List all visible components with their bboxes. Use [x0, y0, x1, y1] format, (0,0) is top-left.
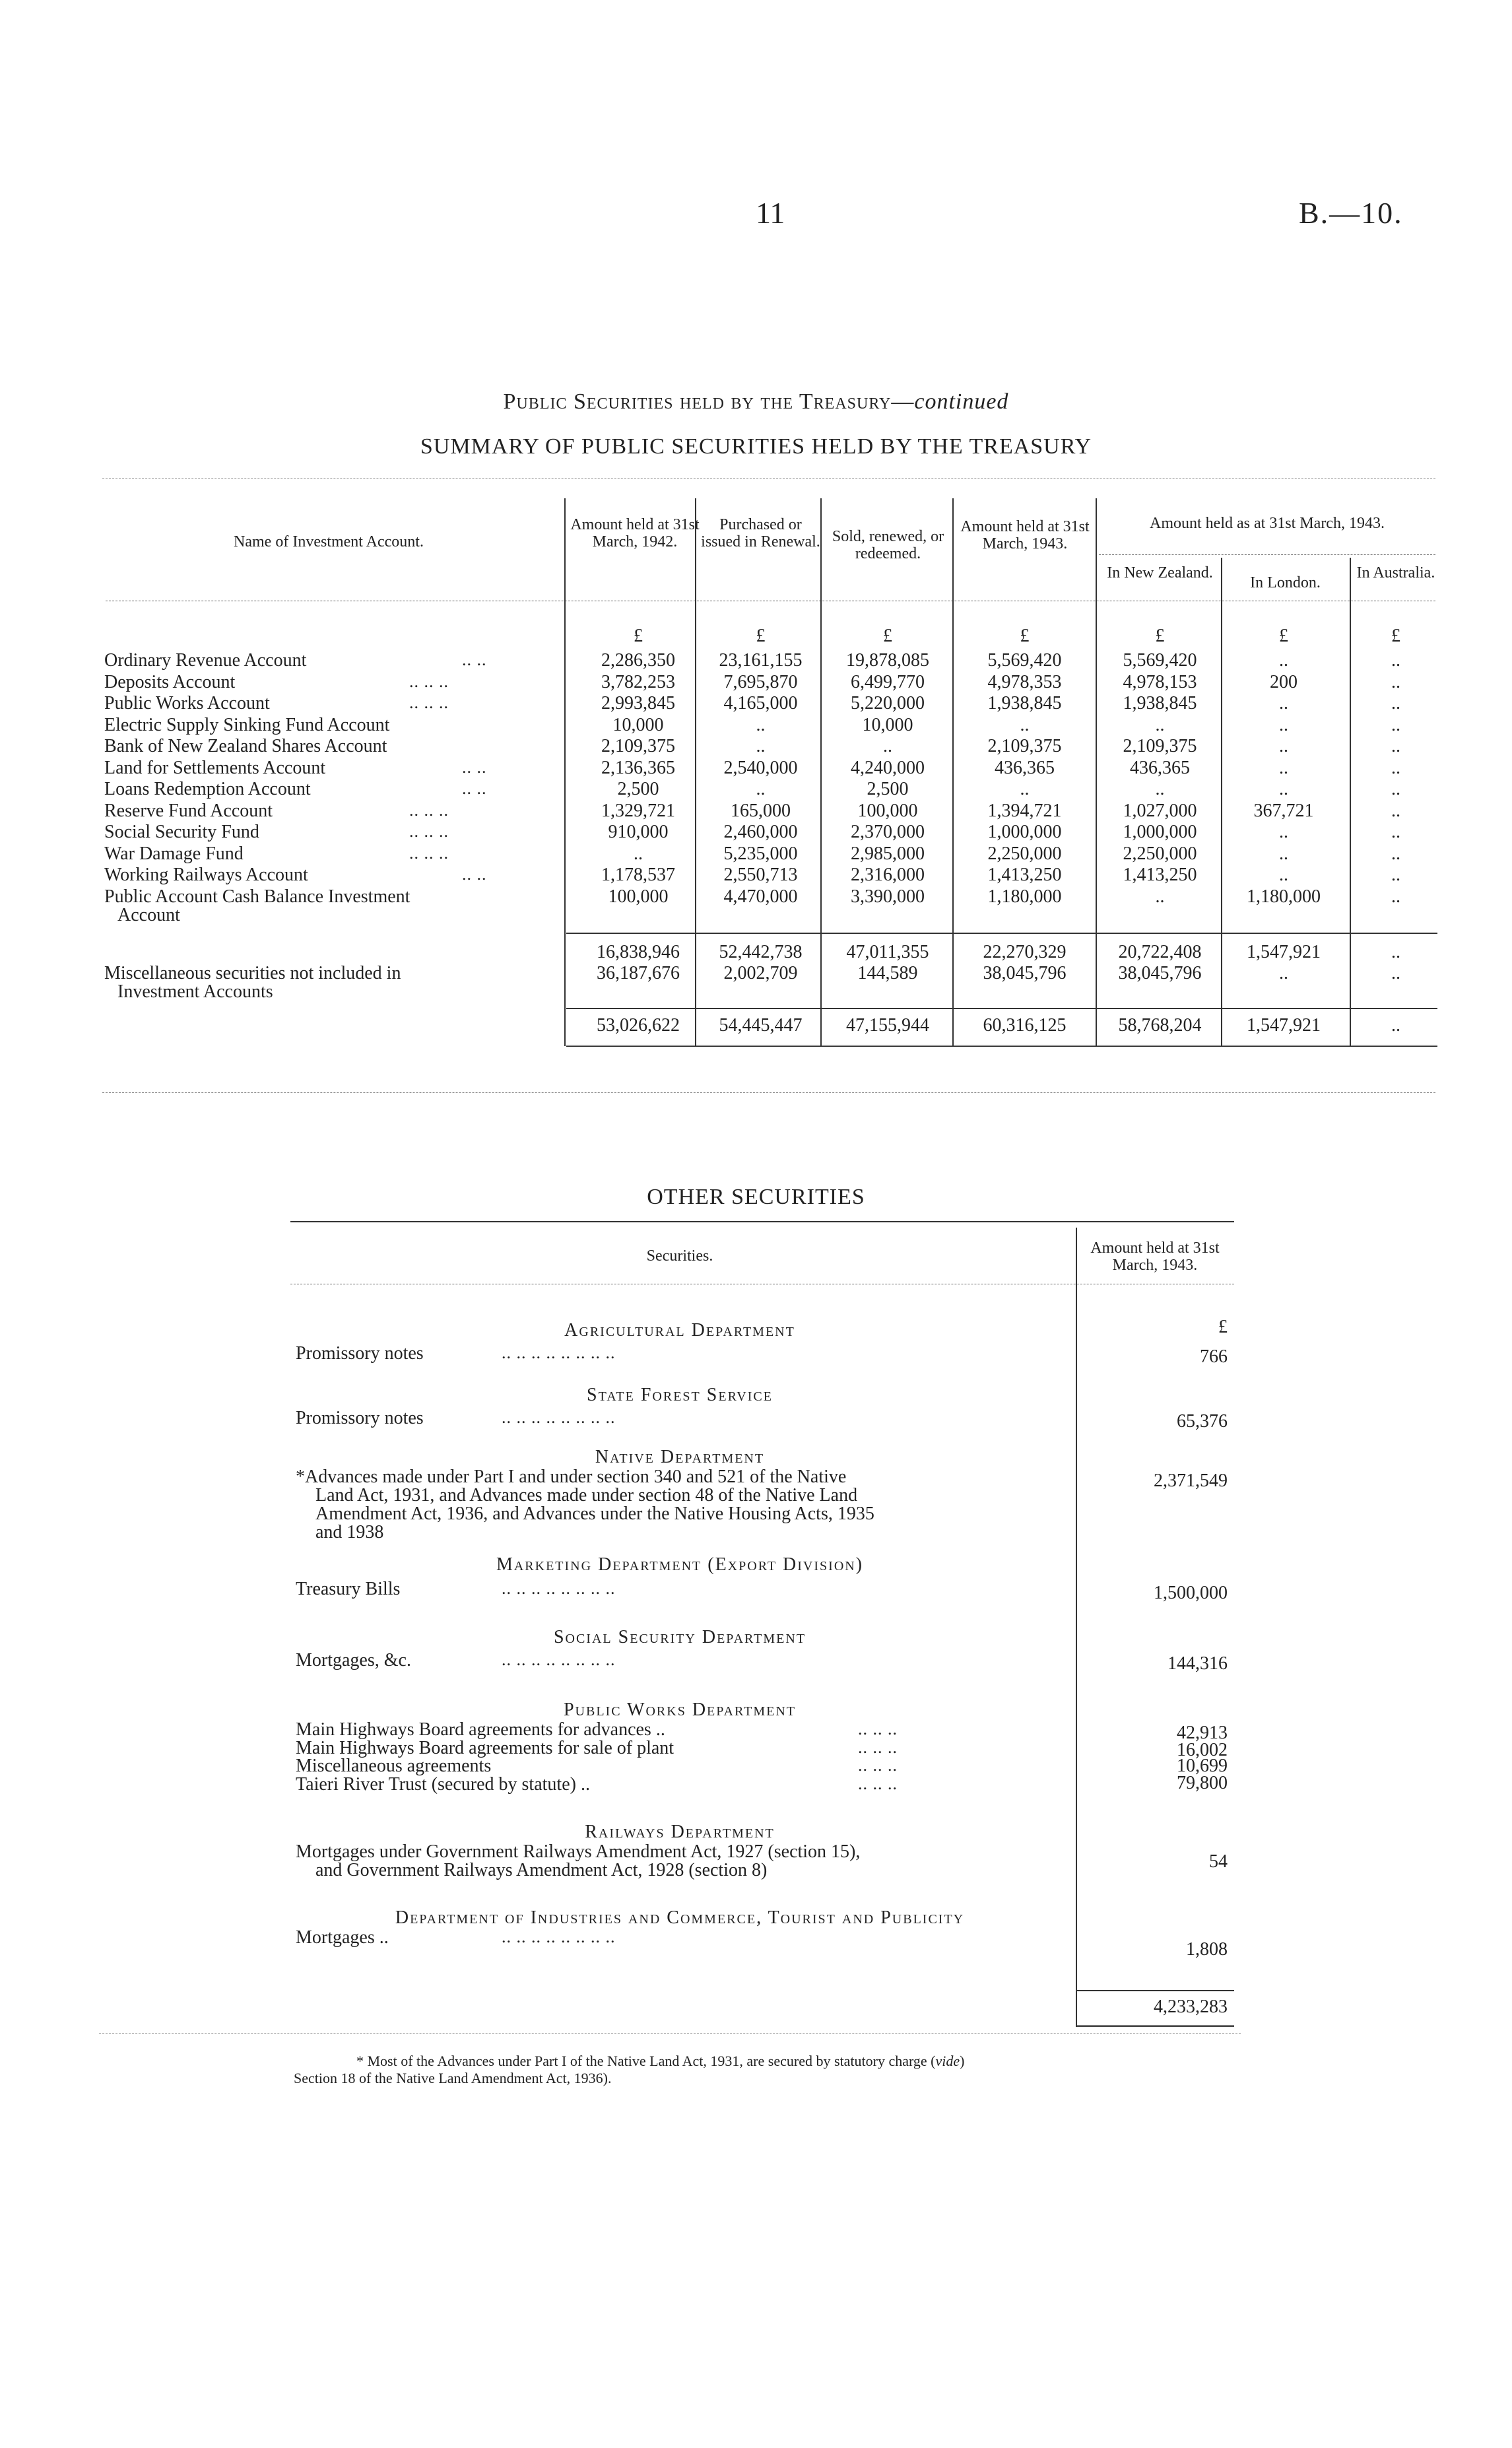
department-heading: State Forest Service — [587, 1385, 773, 1405]
department-heading: Railways Department — [585, 1822, 775, 1842]
currency-symbol: £ — [883, 626, 892, 646]
cell-c7: .. — [1391, 886, 1400, 907]
amount-value: 144,316 — [1167, 1653, 1228, 1674]
security-line: Mortgages .. — [296, 1927, 389, 1948]
currency-symbol: £ — [1155, 626, 1165, 646]
currency-symbol: £ — [1218, 1317, 1228, 1337]
col-divider-1 — [564, 498, 566, 1046]
cell-c7: .. — [1391, 671, 1400, 692]
leader-dots: .. .. .. — [409, 671, 449, 691]
cell-c3: 2,500 — [867, 779, 909, 799]
cell-c2: 52,442,738 — [719, 942, 803, 962]
leader-dots: .. .. .. — [409, 843, 449, 863]
cell-c3: 47,011,355 — [846, 942, 929, 962]
cell-c1: 36,187,676 — [597, 963, 680, 983]
col-header-name: Name of Investment Account. — [234, 533, 424, 550]
leader-dots: .. .. .. — [858, 1719, 898, 1738]
row-name: Account — [117, 904, 180, 925]
footnote-line-1: * Most of the Advances under Part I of the Native Land Act, 1931, are secured by statutory charge (vide) — [356, 2053, 965, 2069]
cell-c2: 23,161,155 — [719, 650, 803, 671]
section-title — [0, 389, 1512, 414]
currency-symbol: £ — [1020, 626, 1030, 646]
department-heading: Native Department — [595, 1447, 765, 1467]
currency-symbol: £ — [756, 626, 766, 646]
row-name: Land for Settlements Account — [104, 757, 326, 778]
amount-value: 1,808 — [1186, 1939, 1228, 1960]
department-heading: Public Works Department — [563, 1700, 797, 1720]
page-number: 11 — [756, 196, 785, 230]
cell-c4: 1,000,000 — [987, 822, 1062, 842]
security-line: Promissory notes — [296, 1343, 424, 1364]
security-line: Taieri River Trust (secured by statute) .. — [296, 1774, 590, 1795]
security-line: and 1938 — [315, 1522, 384, 1542]
summary-title: SUMMARY OF PUBLIC SECURITIES HELD BY THE TREASURY — [420, 434, 1092, 459]
cell-c7: .. — [1391, 822, 1400, 842]
col-header-purchased: Purchased or issued in Renewal. — [701, 516, 820, 550]
row-name: Miscellaneous securities not included in — [104, 963, 401, 983]
cell-c5: .. — [1155, 779, 1165, 799]
leader-dots: .. .. .. — [409, 800, 449, 820]
cell-c1: 2,109,375 — [601, 736, 675, 756]
col-header-held-1943: Amount held at 31st March, 1943. — [960, 518, 1090, 552]
row-name: Working Railways Account — [104, 865, 308, 885]
other-securities-title: OTHER SECURITIES — [647, 1185, 865, 1209]
cell-c7: .. — [1391, 1015, 1400, 1036]
row-name: Public Account Cash Balance Investment — [104, 886, 411, 907]
leader-dots: .. .. — [462, 865, 487, 884]
cell-c6: .. — [1279, 693, 1288, 713]
cell-c7: .. — [1391, 865, 1400, 885]
department-heading: Agricultural Department — [564, 1320, 795, 1340]
cell-c3: 5,220,000 — [851, 693, 925, 713]
cell-c7: .. — [1391, 757, 1400, 778]
security-line: Promissory notes — [296, 1408, 424, 1428]
currency-symbol: £ — [634, 626, 643, 646]
cell-c2: 4,165,000 — [723, 693, 798, 713]
leader-dots: .. .. .. .. .. .. .. .. — [502, 1343, 616, 1362]
cell-c3: 19,878,085 — [846, 650, 929, 671]
footnote-vide: vide — [935, 2053, 960, 2069]
cell-c4: 22,270,329 — [983, 942, 1067, 962]
security-line: Mortgages, &c. — [296, 1650, 411, 1671]
cell-c7: .. — [1391, 843, 1400, 864]
cell-c1: 3,782,253 — [601, 671, 675, 692]
cell-c3: 10,000 — [862, 714, 913, 735]
cell-c7: .. — [1391, 736, 1400, 756]
cell-c1: 910,000 — [608, 822, 669, 842]
security-line: and Government Railways Amendment Act, 1928 (section 8) — [315, 1860, 768, 1880]
cell-c1: 10,000 — [612, 714, 664, 735]
cell-c1: 1,329,721 — [601, 800, 675, 821]
cell-c3: 2,370,000 — [851, 822, 925, 842]
cell-c5: 1,027,000 — [1123, 800, 1197, 821]
cell-c6: .. — [1279, 865, 1288, 885]
col-header-sold: Sold, renewed, or redeemed. — [832, 528, 944, 562]
cell-c2: 5,235,000 — [723, 843, 798, 864]
cell-c6: 200 — [1270, 671, 1298, 692]
cell-c3: 144,589 — [857, 963, 918, 983]
row-name: Ordinary Revenue Account — [104, 650, 307, 671]
security-line: Land Act, 1931, and Advances made under section 48 of the Native Land — [315, 1485, 858, 1505]
other-total-bottom-rule — [1076, 2025, 1234, 2027]
total-top-rule — [566, 1008, 1437, 1009]
cell-c2: 54,445,447 — [719, 1015, 803, 1036]
security-line: Treasury Bills — [296, 1579, 401, 1599]
cell-c2: .. — [756, 736, 766, 756]
row-name: Bank of New Zealand Shares Account — [104, 736, 387, 756]
cell-c3: .. — [883, 736, 892, 756]
row-name: Electric Supply Sinking Fund Account — [104, 714, 390, 735]
cell-c5: 20,722,408 — [1118, 942, 1202, 962]
cell-c6: 1,180,000 — [1247, 886, 1321, 907]
cell-c7: .. — [1391, 779, 1400, 799]
row-name: Reserve Fund Account — [104, 800, 273, 821]
amount-value: 1,500,000 — [1154, 1583, 1228, 1603]
amount-value: 54 — [1209, 1851, 1228, 1872]
cell-c3: 2,985,000 — [851, 843, 925, 864]
cell-c2: 2,002,709 — [723, 963, 798, 983]
cell-c4: .. — [1020, 714, 1030, 735]
leader-dots: .. .. .. — [858, 1774, 898, 1793]
footnote-line-2: Section 18 of the Native Land Amendment Act, 1936). — [294, 2070, 612, 2086]
cell-c1: 16,838,946 — [597, 942, 680, 962]
amount-value: 42,913 — [1177, 1723, 1228, 1743]
cell-c2: .. — [756, 779, 766, 799]
total-bottom-rule — [566, 1045, 1437, 1047]
leader-dots: .. .. .. — [409, 693, 449, 712]
cell-c3: 2,316,000 — [851, 865, 925, 885]
row-name: Deposits Account — [104, 671, 236, 692]
section-title-text: Public Securities held by the Treasury— — [503, 389, 915, 414]
col-header-australia: In Australia. — [1356, 564, 1435, 581]
cell-c6: .. — [1279, 779, 1288, 799]
row-name: Public Works Account — [104, 693, 270, 713]
cell-c2: 4,470,000 — [723, 886, 798, 907]
cell-c4: .. — [1020, 779, 1030, 799]
cell-c6: 367,721 — [1253, 800, 1314, 821]
cell-c4: 2,250,000 — [987, 843, 1062, 864]
department-heading: Social Security Department — [553, 1627, 806, 1647]
section-title-continued: continued — [914, 389, 1009, 414]
amount-value: 10,699 — [1177, 1756, 1228, 1776]
cell-c1: 1,178,537 — [601, 865, 675, 885]
leader-dots: .. .. .. .. .. .. .. .. — [502, 1650, 616, 1669]
amount-value: 79,800 — [1177, 1773, 1228, 1793]
col-header-nz: In New Zealand. — [1107, 564, 1213, 581]
cell-c6: .. — [1279, 843, 1288, 864]
cell-c2: 2,540,000 — [723, 757, 798, 778]
other-total-top-rule — [1076, 1990, 1234, 1991]
currency-symbol: £ — [1391, 626, 1400, 646]
cell-c7: .. — [1391, 650, 1400, 671]
security-line: Main Highways Board agreements for sale of plant — [296, 1738, 674, 1758]
cell-c5: 1,938,845 — [1123, 693, 1197, 713]
cell-c3: 4,240,000 — [851, 757, 925, 778]
leader-dots: .. .. .. .. .. .. .. .. — [502, 1408, 616, 1427]
cell-c5: 5,569,420 — [1123, 650, 1197, 671]
col-header-held-1942: Amount held at 31st March, 1942. — [570, 516, 700, 550]
cell-c4: 1,938,845 — [987, 693, 1062, 713]
leader-dots: .. .. .. .. .. .. .. .. — [502, 1579, 616, 1598]
cell-c4: 2,109,375 — [987, 736, 1062, 756]
leader-dots: .. .. — [462, 779, 487, 798]
cell-c5: 2,250,000 — [1123, 843, 1197, 864]
col-header-london: In London. — [1250, 574, 1321, 591]
col-divider-7 — [1350, 558, 1351, 1046]
cell-c1: 2,286,350 — [601, 650, 675, 671]
cell-c1: .. — [634, 843, 643, 864]
cell-c4: 4,978,353 — [987, 671, 1062, 692]
leader-dots: .. .. .. .. .. .. .. .. — [502, 1927, 616, 1946]
cell-c2: 2,460,000 — [723, 822, 798, 842]
cell-c3: 47,155,944 — [846, 1015, 929, 1036]
other-total-value: 4,233,283 — [1154, 1997, 1228, 2017]
cell-c2: 165,000 — [731, 800, 791, 821]
cell-c3: 3,390,000 — [851, 886, 925, 907]
row-name: Loans Redemption Account — [104, 779, 311, 799]
cell-c5: 1,413,250 — [1123, 865, 1197, 885]
amount-col-divider — [1076, 1228, 1077, 2026]
amount-value: 766 — [1200, 1346, 1228, 1367]
security-line: Miscellaneous agreements — [296, 1756, 492, 1776]
cell-c5: 38,045,796 — [1118, 963, 1202, 983]
cell-c4: 38,045,796 — [983, 963, 1067, 983]
amount-value: 16,002 — [1177, 1740, 1228, 1760]
leader-dots: .. .. .. — [858, 1756, 898, 1775]
cell-c5: 58,768,204 — [1118, 1015, 1202, 1036]
cell-c3: 6,499,770 — [851, 671, 925, 692]
cell-c6: 1,547,921 — [1247, 942, 1321, 962]
leader-dots: .. .. — [462, 650, 487, 669]
cell-c6: .. — [1279, 963, 1288, 983]
cell-c7: .. — [1391, 714, 1400, 735]
currency-symbol: £ — [1279, 626, 1288, 646]
cell-c4: 436,365 — [995, 757, 1055, 778]
document-reference: B.—10. — [1299, 196, 1403, 230]
cell-c1: 2,993,845 — [601, 693, 675, 713]
row-name: Investment Accounts — [117, 981, 273, 1002]
cell-c4: 1,180,000 — [987, 886, 1062, 907]
cell-c4: 1,413,250 — [987, 865, 1062, 885]
security-line: Amendment Act, 1936, and Advances under the Native Housing Acts, 1935 — [315, 1504, 874, 1524]
amount-value: 2,371,549 — [1154, 1471, 1228, 1491]
cell-c1: 2,500 — [617, 779, 659, 799]
cell-c1: 2,136,365 — [601, 757, 675, 778]
cell-c1: 53,026,622 — [597, 1015, 680, 1036]
cell-c5: 1,000,000 — [1123, 822, 1197, 842]
cell-c6: .. — [1279, 650, 1288, 671]
leader-dots: .. .. — [462, 757, 487, 777]
group-header-rule — [1099, 554, 1435, 555]
col-header-amount: Amount held at 31st March, 1943. — [1090, 1240, 1220, 1274]
cell-c5: .. — [1155, 714, 1165, 735]
cell-c7: .. — [1391, 800, 1400, 821]
cell-c7: .. — [1391, 693, 1400, 713]
other-top-rule — [290, 1221, 1234, 1222]
section-separator — [102, 1092, 1435, 1093]
security-line: Main Highways Board agreements for advances .. — [296, 1719, 665, 1740]
leader-dots: .. .. .. — [858, 1738, 898, 1757]
cell-c4: 60,316,125 — [983, 1015, 1067, 1036]
cell-c2: .. — [756, 714, 766, 735]
cell-c5: 4,978,153 — [1123, 671, 1197, 692]
cell-c4: 1,394,721 — [987, 800, 1062, 821]
cell-c2: 7,695,870 — [723, 671, 798, 692]
cell-c5: .. — [1155, 886, 1165, 907]
cell-c2: 2,550,713 — [723, 865, 798, 885]
col-header-securities: Securities. — [646, 1247, 713, 1265]
footnote-rule — [99, 2033, 1241, 2034]
row-name: War Damage Fund — [104, 843, 244, 864]
leader-dots: .. .. .. — [409, 822, 449, 841]
col-header-group: Amount held as at 31st March, 1943. — [1150, 515, 1385, 532]
cell-c7: .. — [1391, 963, 1400, 983]
cell-c5: 436,365 — [1130, 757, 1190, 778]
footnote-text: * Most of the Advances under Part I of the Native Land Act, 1931, are secured by statutory charge ( — [356, 2053, 936, 2069]
row-name: Social Security Fund — [104, 822, 259, 842]
department-heading: Marketing Department (Export Division) — [496, 1554, 864, 1575]
cell-c6: .. — [1279, 714, 1288, 735]
subtotal-rule — [566, 933, 1437, 934]
cell-c7: .. — [1391, 942, 1400, 962]
cell-c6: .. — [1279, 757, 1288, 778]
cell-c4: 5,569,420 — [987, 650, 1062, 671]
cell-c6: .. — [1279, 736, 1288, 756]
cell-c6: 1,547,921 — [1247, 1015, 1321, 1036]
security-line: *Advances made under Part I and under section 340 and 521 of the Native — [296, 1467, 847, 1487]
cell-c5: 2,109,375 — [1123, 736, 1197, 756]
cell-c3: 100,000 — [857, 800, 918, 821]
department-heading: Department of Industries and Commerce, Tourist and Publicity — [395, 1907, 965, 1928]
cell-c6: .. — [1279, 822, 1288, 842]
cell-c1: 100,000 — [608, 886, 669, 907]
amount-value: 65,376 — [1177, 1411, 1228, 1432]
security-line: Mortgages under Government Railways Amendment Act, 1927 (section 15), — [296, 1841, 861, 1862]
